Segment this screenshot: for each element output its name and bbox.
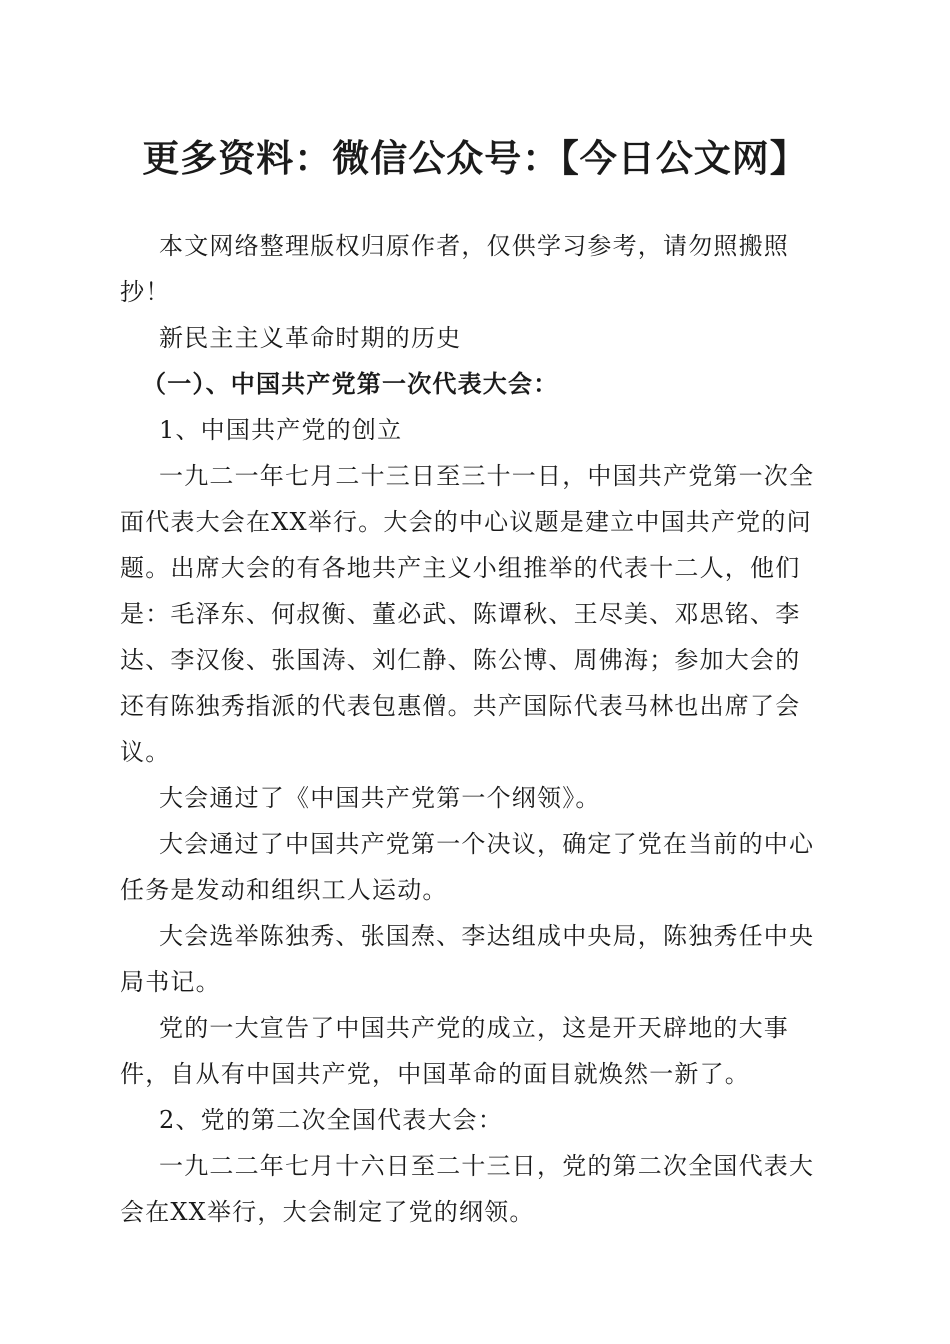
- body-paragraph: 大会选举陈独秀、张国焘、李达组成中央局，陈独秀任中央局书记。: [120, 922, 815, 996]
- document-body: [120, 223, 822, 1235]
- page-title: 更多资料：微信公众号：【今日公文网】: [142, 136, 808, 180]
- section-heading: （一）、中国共产党第一次代表大会：: [142, 369, 559, 398]
- body-paragraph: 一九二一年七月二十三日至三十一日，中国共产党第一次全面代表大会在XX举行。大会的中心议题是建立中国共产党的问题。出席大会的有各地共产主义小组推举的代表十二人，他们是：毛泽东、何叔衡、董必武、陈谭秋、王尽美、邓思铭、李达、李汉俊、张国涛、刘仁静、陈公博、周佛海；参加大会的还有陈独秀指派的代表包惠僧。共产国际代表马林也出席了会议。: [120, 462, 815, 766]
- body-paragraph: 大会通过了中国共产党第一个决议，确定了党在当前的中心任务是发动和组织工人运动。: [120, 830, 815, 904]
- body-paragraph: 大会通过了《中国共产党第一个纲领》。: [159, 784, 601, 812]
- body-paragraph: 党的一大宣告了中国共产党的成立，这是开天辟地的大事件，自从有中国共产党，中国革命的面目就焕然一新了。: [120, 1014, 789, 1088]
- subsection-heading: 2、党的第二次全国代表大会：: [159, 1106, 504, 1134]
- section-title: 新民主主义革命时期的历史: [159, 324, 462, 352]
- body-paragraph: 一九二二年七月十六日至二十三日，党的第二次全国代表大会在XX举行，大会制定了党的纲领。: [120, 1152, 815, 1226]
- subsection-heading: 1、中国共产党的创立: [159, 416, 403, 444]
- copyright-notice: 本文网络整理版权归原作者，仅供学习参考，请勿照搬照抄！: [120, 232, 789, 306]
